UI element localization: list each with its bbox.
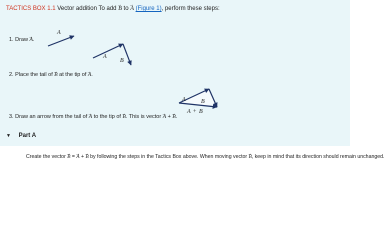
step-3-vector-b: → B xyxy=(122,114,125,121)
instruction-vector-b-2: → B xyxy=(85,154,88,161)
step-3-text: 3. Draw an arrow from the tail of xyxy=(9,114,88,120)
instruction-equals: = xyxy=(71,154,75,160)
instruction-vector-a: → A xyxy=(76,154,79,161)
label-a-3: A xyxy=(182,97,186,103)
step-3-vector-b-sum: → B xyxy=(172,114,175,121)
vector-b-arrow-2 xyxy=(123,44,131,65)
step-3-end: . xyxy=(175,114,178,120)
step-3-mid: to the tip of xyxy=(93,114,121,120)
instruction-vector-b-3: → B xyxy=(249,154,252,161)
instruction-text-1: Create the vector xyxy=(26,154,66,160)
vector-a-arrow-2 xyxy=(93,44,123,58)
step-3-mid2: . This is vector xyxy=(125,114,162,120)
step-1-end: . xyxy=(32,37,35,43)
part-a-label: Part A xyxy=(18,133,37,139)
instruction-text-3: , keep in mind that its direction should remain unchanged. xyxy=(251,154,384,160)
vector-b-symbol: → B xyxy=(118,5,122,13)
step-2-end: . xyxy=(91,72,93,78)
label-b-3: B xyxy=(201,99,205,105)
instruction-vector-b: → B xyxy=(67,154,70,161)
instruction-text-2: by following the steps in the Tactics Box above. When moving vector xyxy=(90,154,248,160)
step-1-vector-a: → A xyxy=(29,37,32,44)
instruction-plus: + xyxy=(80,154,85,160)
tactics-title-to: to xyxy=(123,6,129,12)
step-2-text: 2. Place the tail of xyxy=(9,72,53,78)
step-3-vector-a-sum: → A xyxy=(163,114,166,121)
step-2-vector-a: → A xyxy=(88,72,91,79)
vector-a-symbol: → A xyxy=(130,5,134,13)
collapse-caret-icon[interactable]: ▼ xyxy=(6,133,11,139)
tactics-title-end: , perform these steps: xyxy=(161,6,220,12)
step-2-vector-b: → B xyxy=(54,72,57,79)
vector-a-arrow-1 xyxy=(48,36,74,46)
label-a-1: A xyxy=(57,30,61,36)
step-3-plus: + xyxy=(167,114,171,120)
step-3-vector-a: → A xyxy=(89,114,92,121)
label-sum-a: A xyxy=(187,109,191,115)
label-sum-b: B xyxy=(199,109,203,115)
tactics-title-text: Vector addition To add xyxy=(57,6,117,12)
label-b-2: B xyxy=(120,58,124,64)
part-a-instruction xyxy=(26,154,384,161)
figure-link[interactable]: (Figure 1) xyxy=(135,6,162,12)
label-sum-plus: + xyxy=(193,109,197,115)
part-a-header[interactable] xyxy=(6,133,36,139)
tactics-label: TACTICS BOX 1.1 xyxy=(6,6,56,12)
step-1-text: 1. Draw xyxy=(9,37,28,43)
label-a-2: A xyxy=(103,54,107,60)
step-2-mid: at the tip of xyxy=(59,72,87,78)
